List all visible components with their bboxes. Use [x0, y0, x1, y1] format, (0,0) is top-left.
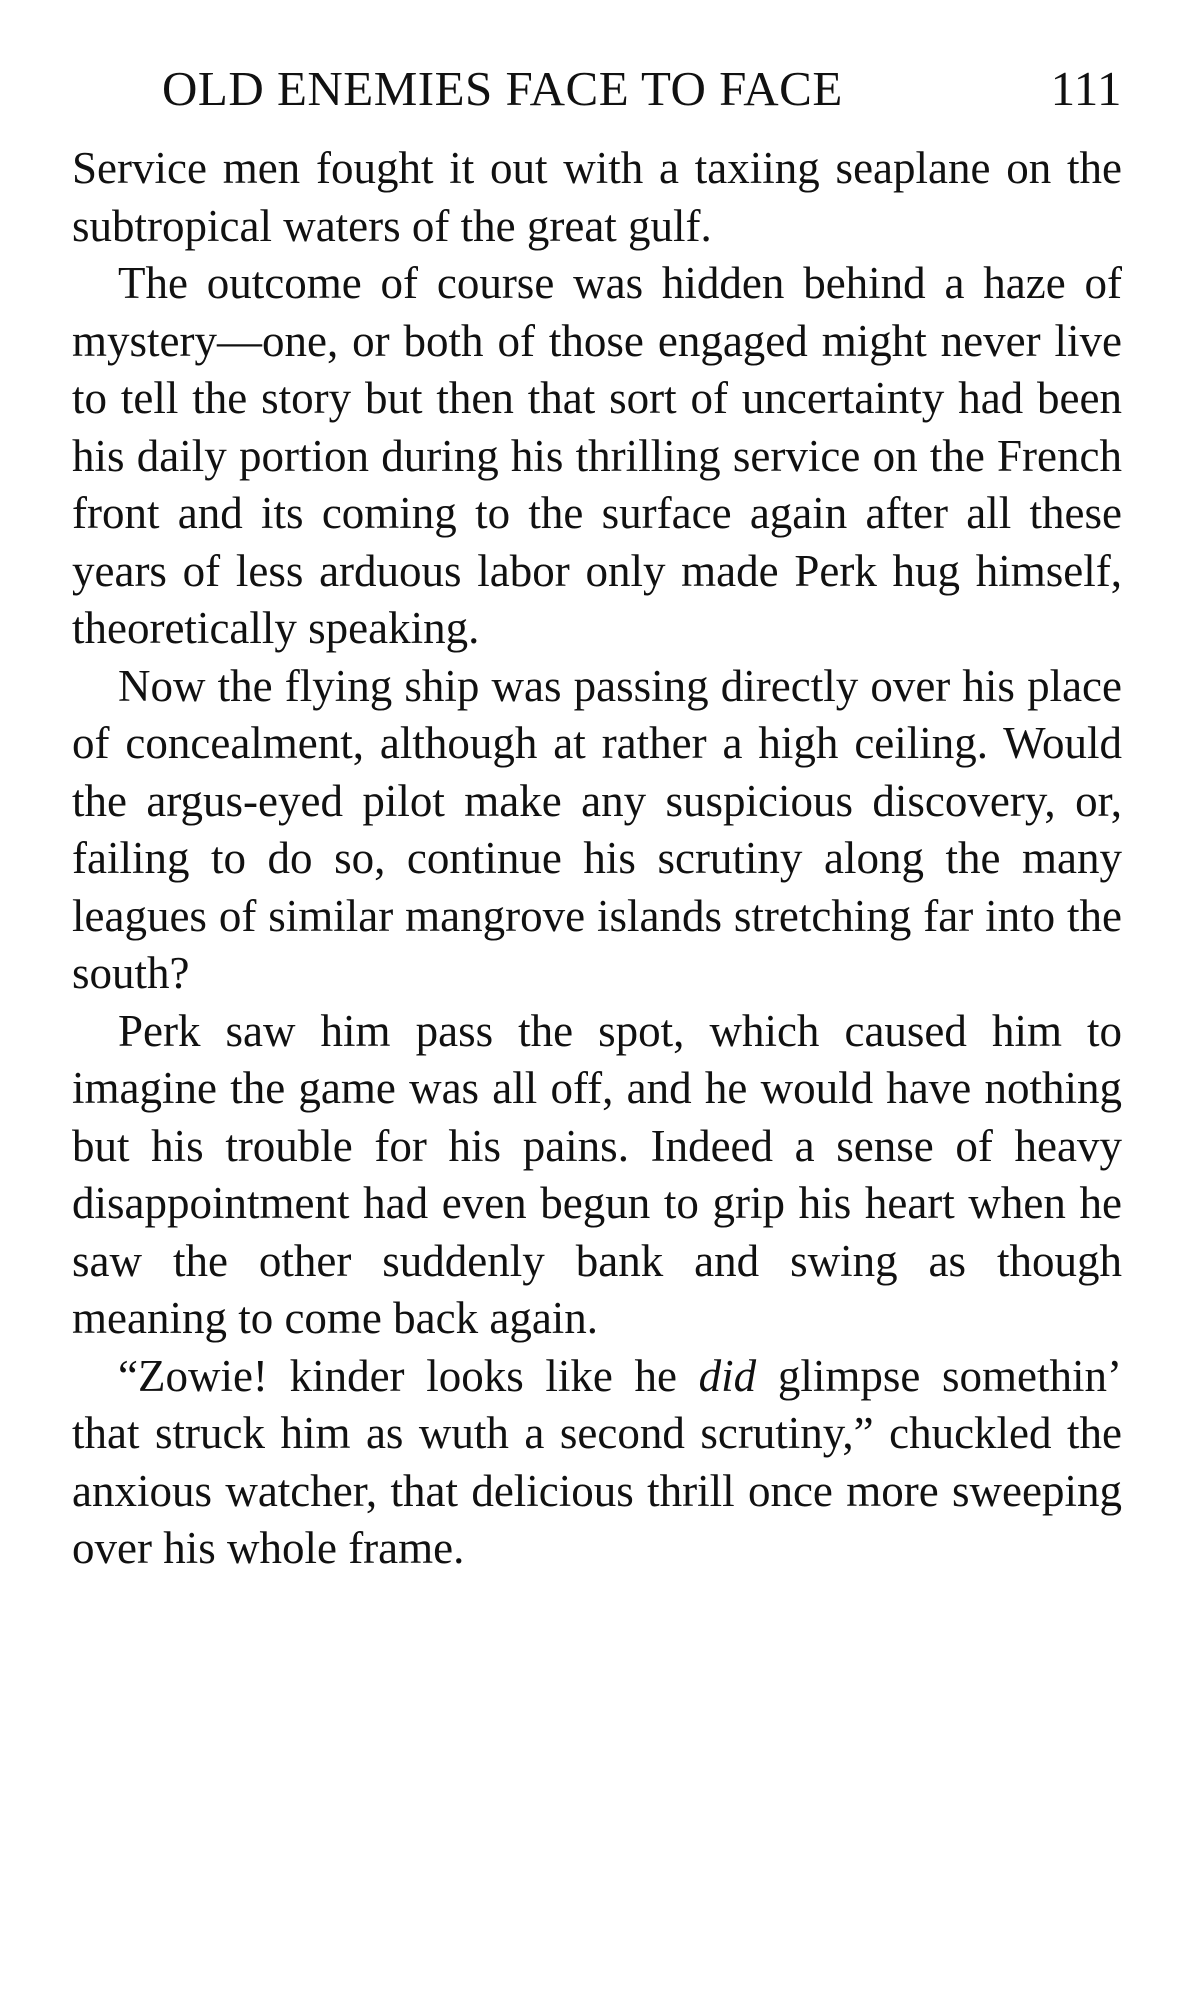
paragraph-5-start: “Zowie! kinder looks like he [118, 1350, 699, 1401]
paragraph-5-emphasis: did [698, 1350, 757, 1401]
page-number: 111 [1050, 61, 1122, 116]
running-head [72, 60, 1122, 140]
book-page [72, 60, 1122, 1578]
paragraph-5-end: glimpse somethin’ that struck him as wuth a second scrutiny,” chuckled the anxious watcher, that delicious thrill once more sweeping over his whole frame. [72, 1350, 1122, 1573]
paragraph-1: Service men fought it out with a taxiing seaplane on the subtropical waters of the great gulf. [72, 143, 1122, 251]
body-text [72, 140, 1122, 1578]
paragraph-3: Now the flying ship was passing directly over his place of concealment, although at rather a high ceiling. Would the argus-eyed pilot make any suspicious discovery, or, failing to do so, continue his scrutiny along the many leagues of similar mangrove islands stretching far into the south? [72, 660, 1122, 998]
paragraph-2: The outcome of course was hidden behind a haze of mystery—one, or both of those engaged might never live to tell the story but then that sort of uncertainty had been his daily portion during his thrilling service on the French front and its coming to the surface again after all these years of less arduous labor only made Perk hug himself, theoretically speaking. [72, 258, 1122, 653]
chapter-title: OLD ENEMIES FACE TO FACE [162, 61, 843, 116]
paragraph-5 [72, 1348, 1122, 1578]
paragraph-4: Perk saw him pass the spot, which caused him to imagine the game was all off, and he would have nothing but his trouble for his pains. Indeed a sense of heavy disappointment had even begun to grip his heart when he saw the other suddenly bank and swing as though meaning to come back again. [72, 1005, 1122, 1343]
